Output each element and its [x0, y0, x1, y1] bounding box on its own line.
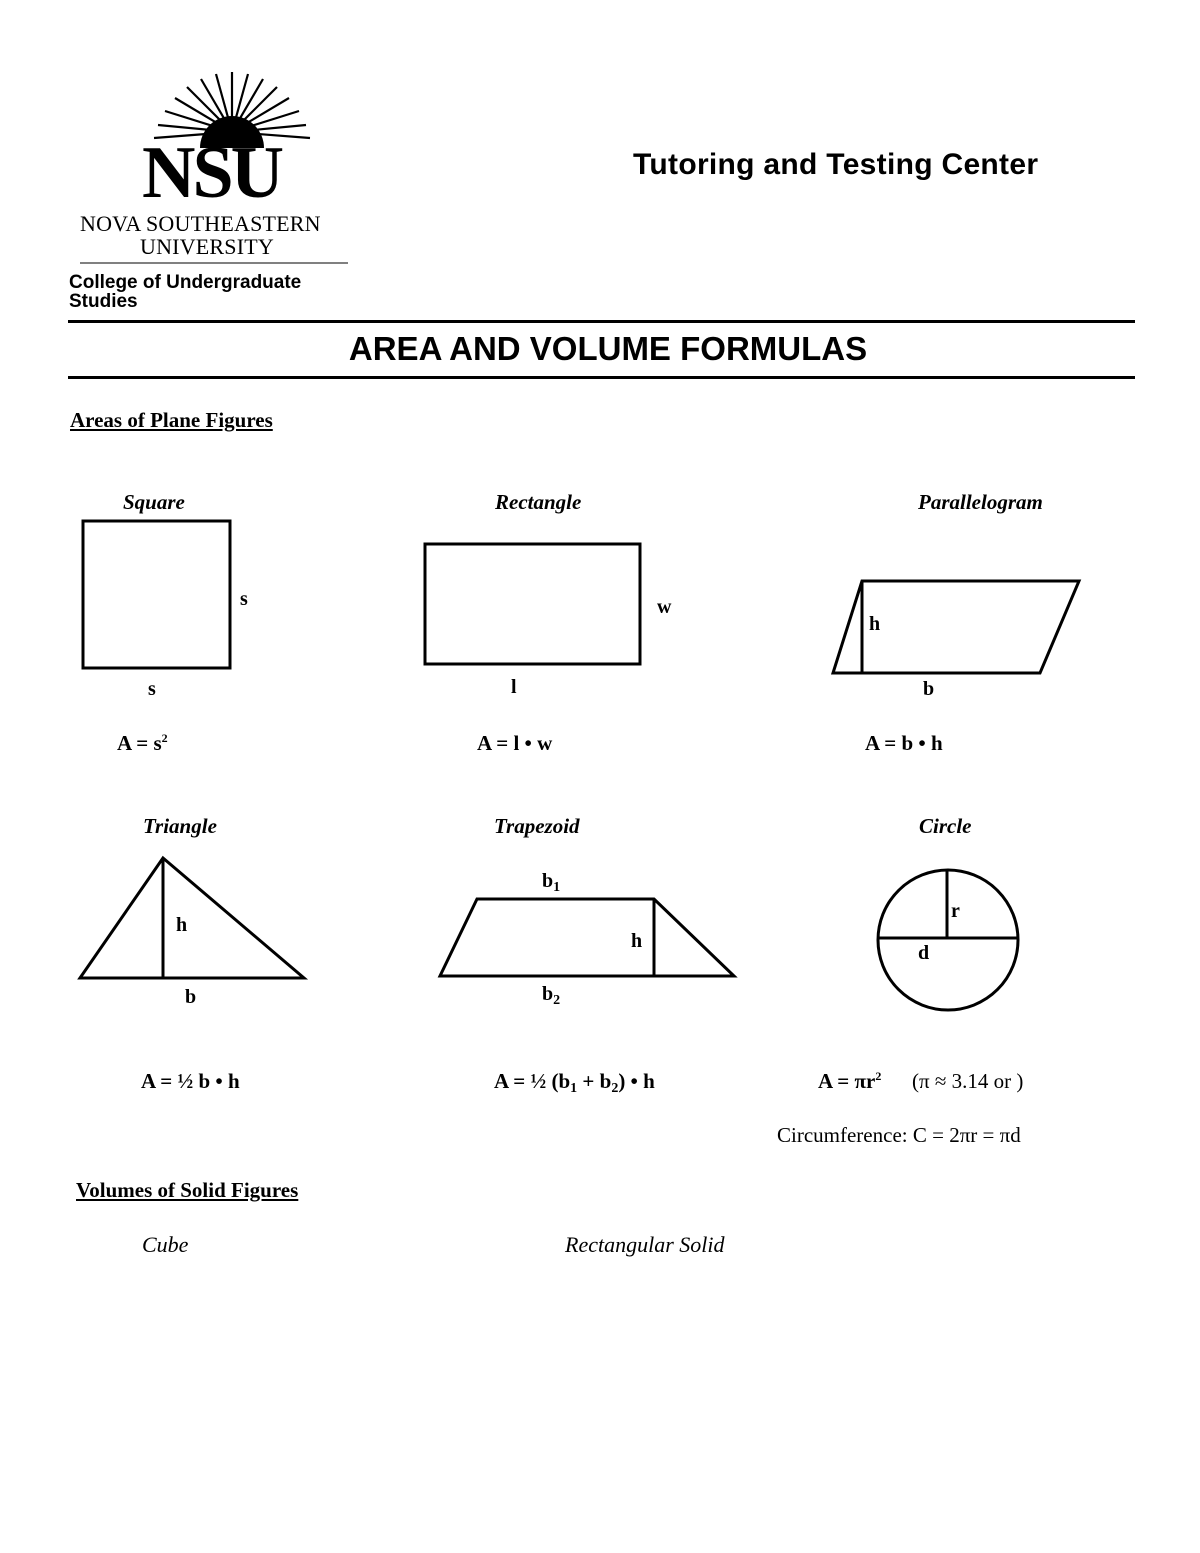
triangle-bottom-label: b	[185, 986, 197, 1008]
logo-university-line1: NOVA SOUTHEASTERN	[80, 211, 321, 236]
square-formula-base: A = s	[117, 731, 162, 755]
trapezoid-formula-part3: ) • h	[618, 1069, 655, 1093]
trapezoid-top-subscript: 1	[553, 880, 561, 895]
trapezoid-formula	[494, 1069, 655, 1094]
square-name: Square	[123, 490, 185, 514]
circle-diameter-label: d	[918, 942, 930, 964]
trapezoid-formula-sub1: 1	[570, 1081, 578, 1096]
trapezoid-formula-part1: A = ½ (b	[494, 1069, 571, 1093]
trapezoid-formula-part2: + b	[577, 1069, 612, 1093]
logo-mark-text: NSU	[142, 132, 282, 214]
trapezoid-bottom-base: b	[542, 983, 554, 1005]
trapezoid-top-label	[542, 870, 560, 893]
areas-heading: Areas of Plane Figures	[70, 408, 273, 432]
parallelogram-height-label: h	[869, 613, 881, 635]
square-side-label: s	[240, 588, 248, 610]
parallelogram-formula: A = b • h	[865, 731, 943, 755]
square-formula	[117, 731, 168, 756]
trapezoid-bottom-label	[542, 983, 560, 1006]
circle-formula-exponent: 2	[875, 1069, 882, 1083]
circle-pi-note: (π ≈ 3.14 or )	[912, 1069, 1024, 1093]
trapezoid-formula-sub2: 2	[611, 1081, 619, 1096]
circle-area-formula	[818, 1069, 881, 1094]
parallelogram-bottom-label: b	[923, 678, 935, 700]
triangle-height-label: h	[176, 914, 188, 936]
parallelogram-name: Parallelogram	[918, 490, 1043, 514]
circle-radius-label: r	[951, 900, 960, 922]
circle-formula-base: A = πr	[818, 1069, 876, 1093]
square-shape	[83, 521, 230, 668]
rectangle-name: Rectangle	[495, 490, 582, 514]
square-formula-exponent: 2	[161, 731, 168, 745]
rectangle-bottom-label: l	[511, 676, 517, 698]
center-name: Tutoring and Testing Center	[633, 148, 1039, 181]
trapezoid-height-label: h	[631, 930, 643, 952]
trapezoid-shape	[440, 899, 734, 976]
trapezoid-name: Trapezoid	[494, 814, 580, 838]
logo-university-line2: UNIVERSITY	[140, 234, 274, 259]
page-title: AREA AND VOLUME FORMULAS	[348, 330, 868, 367]
rectangular-solid-name: Rectangular Solid	[565, 1232, 725, 1257]
cube-name: Cube	[142, 1232, 189, 1257]
trapezoid-top-base: b	[542, 870, 554, 892]
logo-college: College of Undergraduate Studies	[69, 272, 302, 312]
square-bottom-label: s	[148, 678, 156, 700]
trapezoid-bottom-subscript: 2	[553, 993, 561, 1008]
triangle-formula: A = ½ b • h	[141, 1069, 240, 1093]
circle-name: Circle	[919, 814, 972, 838]
circle-circumference: Circumference: C = 2πr = πd	[777, 1123, 1021, 1147]
rectangle-side-label: w	[657, 596, 672, 618]
volumes-heading: Volumes of Solid Figures	[76, 1178, 299, 1202]
triangle-shape	[80, 858, 304, 978]
rectangle-shape	[425, 544, 640, 664]
triangle-name: Triangle	[143, 814, 217, 838]
rectangle-formula: A = l • w	[477, 731, 553, 755]
